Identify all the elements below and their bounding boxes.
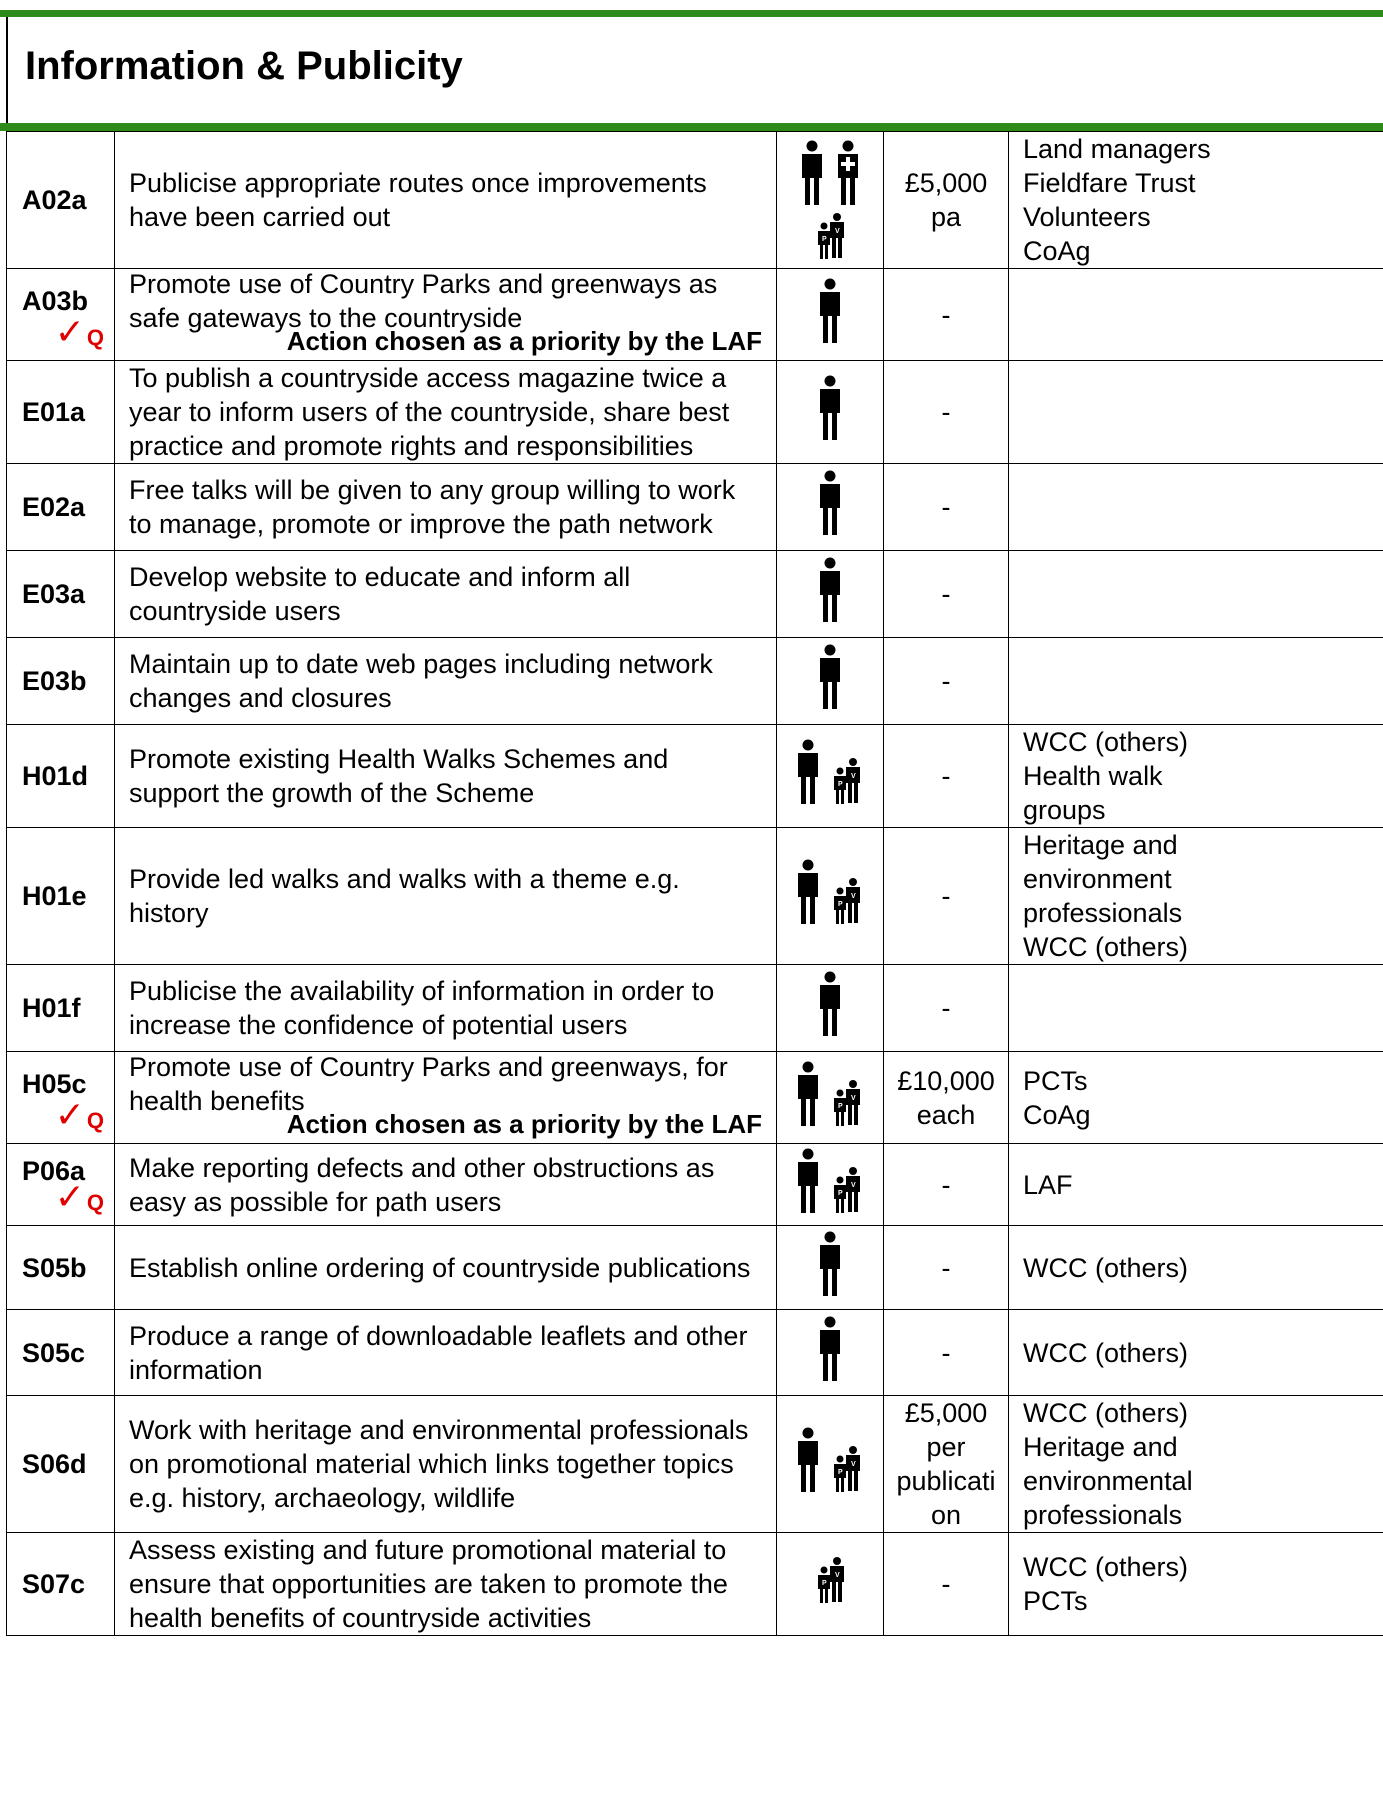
action-description: Make reporting defects and other obstructions as easy as possible for path users [129,1152,715,1217]
person-icon [819,971,841,1037]
action-description-cell [115,132,777,269]
table-row [7,132,1383,269]
priority-note: Action chosen as a priority by the LAF [286,326,762,356]
action-code: E03b [22,666,87,696]
partners-cell: WCC (others) Heritage and environmental professionals [1009,1396,1383,1533]
partners-cell [1009,361,1383,464]
action-description: Publicise appropriate routes once improvements have been carried out [129,168,707,232]
cost-cell: - [884,1226,1009,1310]
action-code-cell [7,965,115,1052]
partners-cell: LAF [1009,1144,1383,1226]
svg-text:V: V [851,1094,856,1102]
action-description-cell [115,269,777,361]
responsibility-icons-cell [777,1052,884,1144]
partners-cell: WCC (others) Health walk groups [1009,725,1383,828]
action-code: S06d [22,1449,87,1479]
action-code-cell [7,1533,115,1636]
group-icon [829,1445,863,1493]
action-description: Produce a range of downloadable leaflets and other information [129,1320,748,1385]
group-icon [829,1079,863,1127]
person-icon [797,1148,819,1214]
action-description: Promote use of Country Parks and greenways as safe gateways to the countryside [129,268,718,333]
table-row [7,965,1383,1052]
action-code-cell [7,638,115,725]
action-code: E01a [22,397,86,427]
partners-cell: WCC (others) [1009,1310,1383,1396]
svg-text:P: P [838,901,843,908]
action-code-cell [7,269,115,361]
action-description: Publicise the availability of information in order to increase the confidence of potential users [129,976,715,1040]
action-description-cell [115,551,777,638]
action-code: S07c [22,1569,86,1599]
svg-text:P: P [822,236,827,243]
action-description: Promote existing Health Walks Schemes and support the growth of the Scheme [129,744,669,808]
action-code: E02a [22,492,86,522]
action-description-cell [115,725,777,828]
check-icon: ✓ [54,1176,85,1217]
group-icon [829,877,863,925]
responsibility-icons-cell [777,1144,884,1226]
partners-cell [1009,269,1383,361]
cost-cell: - [884,464,1009,551]
partners-cell: WCC (others) [1009,1226,1383,1310]
person-icon [797,739,819,805]
responsibility-icons-cell [777,551,884,638]
svg-text:P: P [838,781,843,788]
responsibility-icons-cell [777,464,884,551]
svg-text:V: V [835,228,840,235]
action-code-cell [7,828,115,965]
group-icon [829,1166,863,1214]
responsibility-icons-cell [777,1533,884,1636]
action-code: S05c [22,1337,86,1368]
check-icon: ✓ [54,1094,85,1135]
cost-cell: - [884,1533,1009,1636]
action-code-cell [7,1310,115,1396]
title-left-rule [6,17,8,123]
cost-cell: - [884,361,1009,464]
action-description-cell [115,1226,777,1310]
person-icon [819,1231,841,1297]
action-code: S05b [22,1252,87,1283]
person-icon [819,278,841,344]
group-icon [813,212,847,260]
action-description: Maintain up to date web pages including network changes and closures [129,649,713,713]
person-icon [797,1061,819,1127]
svg-text:P: P [822,1580,827,1587]
svg-text:P: P [838,1102,843,1110]
action-description-cell [115,965,777,1052]
action-description-cell [115,1144,777,1226]
top-green-bar [0,10,1383,17]
action-description-cell [115,1533,777,1636]
partners-cell [1009,464,1383,551]
action-description: Free talks will be given to any group willing to work to manage, promote or improve the path network [129,475,736,539]
priority-check-mark [54,1094,104,1135]
action-description: Work with heritage and environmental professionals on promotional material which links together topics e.g. history, archaeology, wildlife [129,1415,749,1513]
table-row [7,828,1383,965]
action-description: Establish online ordering of countryside publications [129,1252,751,1283]
action-description: Develop website to educate and inform all countryside users [129,562,631,626]
responsibility-icons-cell [777,638,884,725]
action-code-cell [7,725,115,828]
cost-cell: - [884,638,1009,725]
action-description-cell [115,1396,777,1533]
check-icon: ✓ [54,311,85,352]
action-description-cell [115,638,777,725]
cost-cell: £5,000 pa [884,132,1009,269]
priority-check-mark [54,311,104,352]
responsibility-icons-cell [777,965,884,1052]
action-code: A03b [22,285,89,316]
person-icon [819,644,841,710]
table-row [7,1226,1383,1310]
action-code-cell [7,464,115,551]
partners-cell: WCC (others) PCTs [1009,1533,1383,1636]
person-icon [797,1427,819,1493]
svg-text:P: P [838,1189,843,1197]
svg-text:V: V [851,1461,856,1468]
partners-cell: Heritage and environment professionals WCC (others) [1009,828,1383,965]
cost-cell: - [884,725,1009,828]
action-code-cell [7,1396,115,1533]
priority-check-mark [54,1176,104,1217]
cost-cell: - [884,828,1009,965]
action-code-cell [7,1052,115,1144]
action-description: Assess existing and future promotional material to ensure that opportunities are taken to promote the health benefits of countryside activities [129,1535,728,1633]
group-icon [813,1556,847,1604]
svg-text:V: V [835,1572,840,1579]
table-row [7,1396,1383,1533]
group-icon [829,757,863,805]
title-green-bar [0,123,1383,131]
cost-cell: - [884,1310,1009,1396]
action-code: H01e [22,881,87,911]
partners-cell: Land managers Fieldfare Trust Volunteers CoAg [1009,132,1383,269]
action-code: A02a [22,185,87,215]
responsibility-icons-cell [777,361,884,464]
cost-cell: - [884,1144,1009,1226]
priority-q-label: Q [86,1108,104,1133]
action-code: H05c [22,1068,87,1099]
action-code-cell [7,1144,115,1226]
person-icon [819,557,841,623]
table-row [7,464,1383,551]
action-description-cell [115,361,777,464]
table-row [7,725,1383,828]
priority-q-label: Q [86,325,104,350]
table-row [7,1052,1383,1144]
table-row [7,551,1383,638]
responsibility-icons-cell [777,725,884,828]
partners-cell [1009,551,1383,638]
action-code: E03a [22,579,86,609]
action-code: H01f [22,993,81,1023]
person-icon [801,140,823,206]
person-icon [819,1316,841,1382]
page-title: Information & Publicity [25,44,463,88]
cost-cell: - [884,551,1009,638]
action-description: To publish a countryside access magazine twice a year to inform users of the countryside, share best practice and promote rights and responsibilities [129,363,730,461]
svg-text:V: V [851,1181,856,1189]
actions-table [6,131,1383,1636]
cost-cell: £10,000 each [884,1052,1009,1144]
action-description: Promote use of Country Parks and greenways, for health benefits [129,1051,728,1116]
actions-table-body [7,132,1383,1636]
person-icon [819,470,841,536]
partners-cell: PCTs CoAg [1009,1052,1383,1144]
svg-text:V: V [851,893,856,900]
table-row [7,638,1383,725]
action-code-cell [7,551,115,638]
action-description-cell [115,1052,777,1144]
partners-cell [1009,638,1383,725]
action-description-cell [115,1310,777,1396]
table-row [7,361,1383,464]
person-icon [797,859,819,925]
responsibility-icons-cell [777,1310,884,1396]
responsibility-icons-cell [777,1396,884,1533]
cost-cell: - [884,269,1009,361]
cost-cell: - [884,965,1009,1052]
responsibility-icons-cell [777,828,884,965]
person-outline-icon [837,140,859,206]
action-description: Provide led walks and walks with a theme e.g. history [129,864,680,928]
table-row [7,269,1383,361]
responsibility-icons-cell [777,132,884,269]
priority-q-label: Q [86,1190,104,1215]
cost-cell: £5,000 per publicati on [884,1396,1009,1533]
action-code-cell [7,1226,115,1310]
person-icon [819,375,841,441]
responsibility-icons-cell [777,269,884,361]
action-description-cell [115,828,777,965]
priority-note: Action chosen as a priority by the LAF [286,1109,762,1139]
table-row [7,1144,1383,1226]
table-row [7,1533,1383,1636]
action-code-cell [7,361,115,464]
table-row [7,1310,1383,1396]
action-code: H01d [22,761,89,791]
responsibility-icons-cell [777,1226,884,1310]
svg-text:P: P [838,1469,843,1476]
action-code: P06a [22,1155,86,1186]
svg-text:V: V [851,773,856,780]
partners-cell [1009,965,1383,1052]
action-description-cell [115,464,777,551]
action-code-cell [7,132,115,269]
